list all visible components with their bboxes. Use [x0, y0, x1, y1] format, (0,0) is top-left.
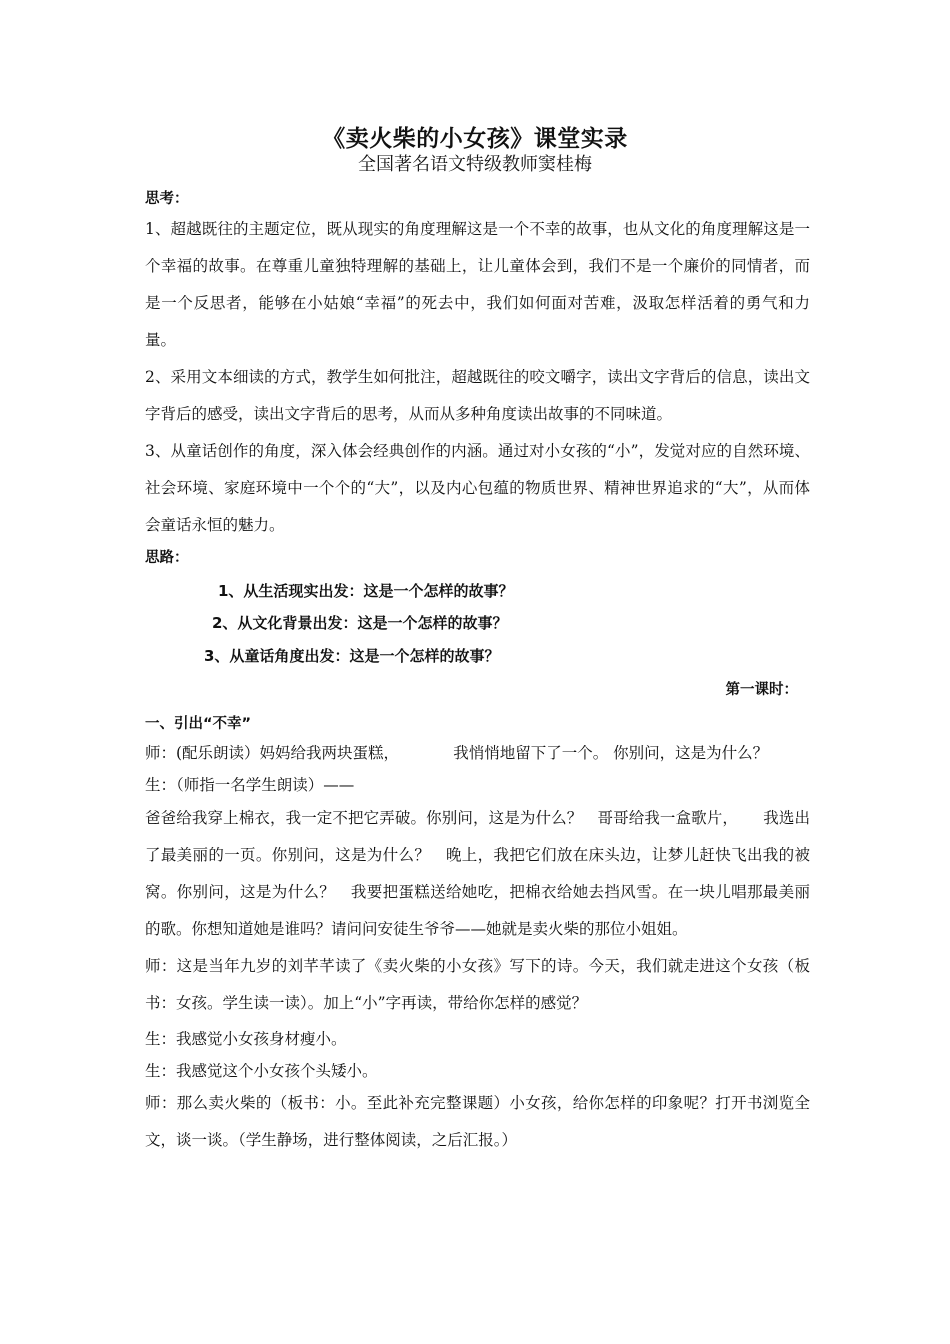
author-subtitle: 全国著名语文特级教师窦桂梅	[358, 154, 592, 175]
poem-text: 爸爸给我穿上棉衣，我一定不把它弄破。你别问，这是为什么？ 哥哥给我一盒歌片， 我选出了最美丽的一页。你别问，这是为什么？ 晚上，我把它们放在床头边，让梦儿赶快飞出我的被窝。你别问，这是为什么？ 我要把蛋糕送给她吃，把棉衣给她去挡风雪。在一块儿唱那最美丽的歌。你想知道她是谁吗？请问问安徒生爷爷——她就是卖火柴的那位小姐姐。	[145, 809, 810, 938]
thinking-item-3: 3、从童话创作的角度，深入体会经典创作的内涵。通过对小女孩的“小”，发觉对应的自然环境、社会环境、家庭环境中一个个的“大”，以及内心包蕴的物质世界、精神世界追求的“大”，从而体会童话永恒的魅力。	[145, 442, 810, 534]
thinking-heading: 思考：	[145, 191, 189, 207]
section1-heading: 一、引出“不幸”	[145, 716, 252, 732]
student-line-3: 生：我感觉这个小女孩个头矮小。	[145, 1062, 378, 1080]
student-line-1: 生：（师指一名学生朗读）——	[145, 776, 355, 794]
teacher-line-3: 师：那么卖火柴的（板书：小。至此补充完整课题）小女孩，给你怎样的印象呢？打开书浏览全文，谈一谈。（学生静场，进行整体阅读，之后汇报。）	[145, 1094, 810, 1149]
approach-item-2: 2、从文化背景出发：这是一个怎样的故事？	[212, 614, 508, 632]
thinking-item-2: 2、采用文本细读的方式，教学生如何批注，超越既往的咬文嚼字，读出文字背后的信息，读出文字背后的感受，读出文字背后的思考，从而从多种角度读出故事的不同味道。	[145, 368, 810, 423]
teacher-line-1: 师：(配乐朗读）妈妈给我两块蛋糕， 我悄悄地留下了一个。 你别问，这是为什么？	[145, 744, 769, 762]
approach-item-1: 1、从生活现实出发：这是一个怎样的故事？	[218, 582, 514, 600]
lesson-period-label: 第一课时：	[725, 682, 798, 698]
approach-heading: 思路：	[145, 550, 189, 566]
approach-item-3: 3、从童话角度出发：这是一个怎样的故事？	[204, 647, 500, 665]
page-title: 《卖火柴的小女孩》课堂实录	[322, 125, 628, 152]
thinking-item-1: 1、超越既往的主题定位，既从现实的角度理解这是一个不幸的故事，也从文化的角度理解这是一个幸福的故事。在尊重儿童独特理解的基础上，让儿童体会到，我们不是一个廉价的同情者，而是一个反思者，能够在小姑娘“幸福”的死去中，我们如何面对苦难，汲取怎样活着的勇气和力量。	[145, 220, 810, 349]
teacher-line-2: 师：这是当年九岁的刘芊芊读了《卖火柴的小女孩》写下的诗。今天，我们就走进这个女孩（板书：女孩。学生读一读）。加上“小”字再读，带给你怎样的感觉？	[145, 957, 810, 1012]
student-line-2: 生：我感觉小女孩身材瘦小。	[145, 1030, 347, 1048]
